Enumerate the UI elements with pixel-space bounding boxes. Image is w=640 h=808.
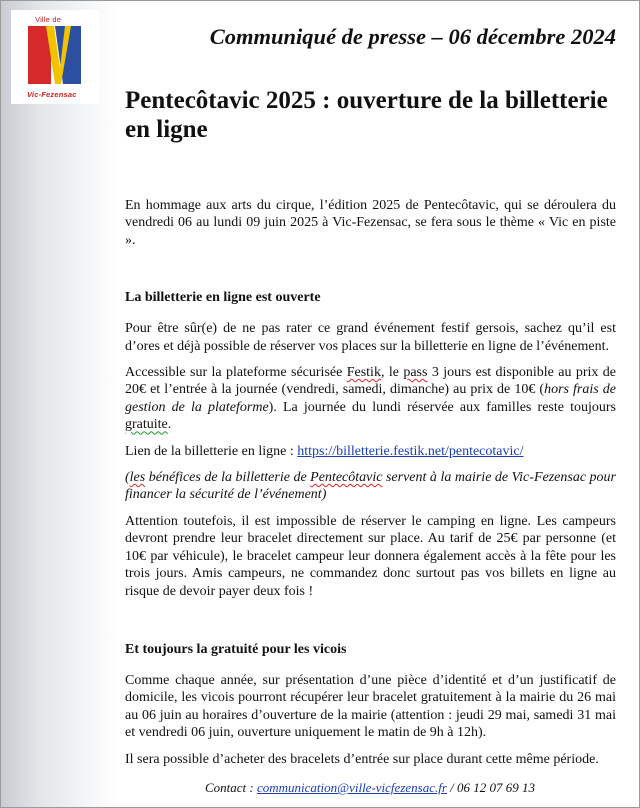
logo-bottom-text: Vic-Fezensac [27,90,77,99]
text-run: bénéfices de la billetterie de [145,470,311,486]
section-heading-free-entry: Et toujours la gratuité pour les vicois [125,641,347,657]
document-body [125,86,616,768]
camping-paragraph: Attention toutefois, il est impossible de réserver le camping en ligne. Les campeurs devront prendre leur bracelet directement sur place. Au tarif de 25€ par personne (et 10€ par véhicule), le bracelet campeur leur donnera également accès à la fête pour les trois jours. Amis campeurs, ne commandez donc surtout pas vos billets en ligne au risque de devoir payer deux fois ! [125,513,616,599]
text-run: . [167,417,172,433]
town-logo [11,10,99,104]
ticketing-paragraph-2 [125,364,616,434]
text-run-gratuite: gratuite [125,417,168,433]
text-run: servent à la mairie de Vic-Fezensac pour financer la sécurité de l’événement) [125,470,616,503]
contact-phone: / 06 12 07 69 13 [446,780,536,795]
free-entry-paragraph-2: Il sera possible d’acheter des bracelets d’entrée sur place durant cette même période. [125,751,599,767]
ticketing-note [125,469,616,504]
logo-top-text: Ville de [35,15,62,24]
section-heading-ticketing: La billetterie en ligne est ouverte [125,290,321,306]
text-run-pass: pass [403,365,428,381]
text-run: Accessible sur la plateforme sécurisée [125,365,347,381]
text-run: ( [125,470,130,486]
contact-email-link[interactable]: communication@ville-vicfezensac.fr [256,780,447,795]
text-run: 3 jours est disponible au prix de 20€ et l’entrée à la journée (vendredi, samedi, dimanche) au prix de 10€ ( [125,365,616,398]
text-run-pentecotavic: Pentecôtavic [310,470,383,486]
press-release-header: Communiqué de presse – 06 décembre 2024 [209,24,616,49]
ticketing-paragraph-1: Pour être sûr(e) de ne pas rater ce grand événement festif gersois, sachez qu’il est d’ores et déjà possible de réserver vos places sur la billetterie en ligne de l’événement. [125,321,616,354]
contact-label: Contact : [204,780,257,795]
text-run-italic: hors frais de gestion de la plateforme [125,382,616,415]
ticketing-link[interactable]: https://billetterie.festik.net/pentecotavic/ [297,443,524,459]
contact-footer [0,780,640,796]
text-run: , le [380,365,404,381]
link-label: Lien de la billetterie en ligne : [125,443,298,459]
text-run-festik: Festik [346,365,381,381]
ticketing-link-paragraph [125,443,616,460]
intro-paragraph: En hommage aux arts du cirque, l’édition 2025 de Pentecôtavic, qui se déroulera du vendredi 06 au lundi 09 juin 2025 à Vic-Fezensac, se fera sous le thème « Vic en piste ». [125,198,616,248]
text-run-les: les [129,470,146,486]
document-title: Pentecôtavic 2025 : ouverture de la billetterie en ligne [125,87,608,143]
free-entry-paragraph-1: Comme chaque année, sur présentation d’une pièce d’identité et d’un justificatif de domicile, les vicois pourront récupérer leur bracelet gratuitement à la mairie du 26 mai au 06 juin au horaires d’ouverture de la mairie (attention : jeudi 29 mai, samedi 31 mai et vendredi 06 juin, ouverture uniquement le matin de 9h à 12h). [125,672,616,741]
text-run: ). La journée du lundi réservée aux familles reste toujours [268,399,616,415]
